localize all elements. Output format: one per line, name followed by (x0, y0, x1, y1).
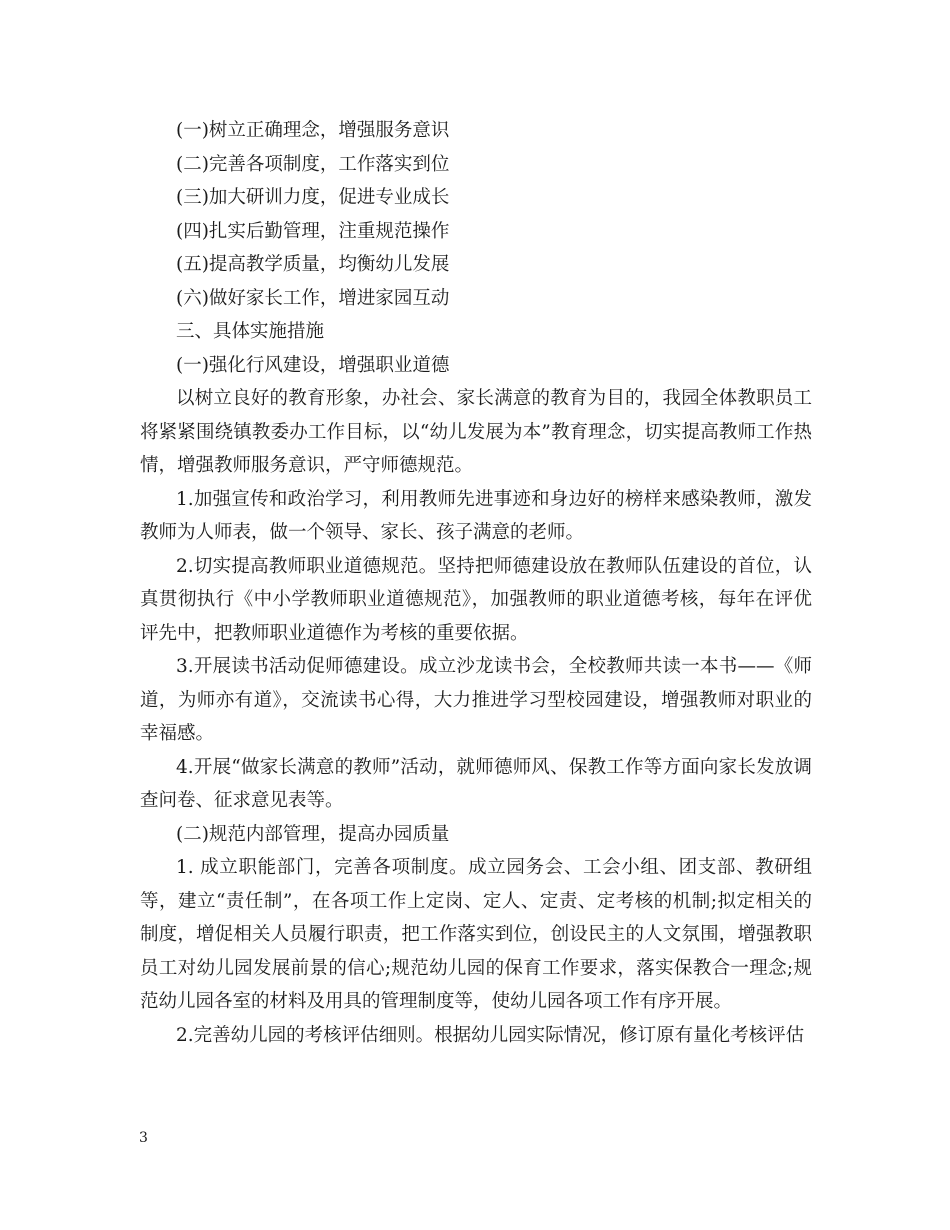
body-paragraph: 2.切实提高教师职业道德规范。坚持把师德建设放在教师队伍建设的首位，认真贯彻执行《中小学教师职业道德规范》，加强教师的职业道德考核，每年在评优评先中，把教师职业道德作为考核的重要依据。 (140, 555, 812, 644)
section-heading: (一)强化行风建设，增强职业道德 (176, 354, 450, 376)
section-heading: (三)加大研训力度，促进专业成长 (176, 187, 450, 208)
section-heading: (一)树立正确理念，增强服务意识 (176, 120, 450, 141)
body-paragraph: 以树立良好的教育形象，办社会、家长满意的教育为目的，我园全体教职员工将紧紧围绕镇教委办工作目标，以“幼儿发展为本”教育理念，切实提高教师工作热情，增强教师服务意识，严守师德规范。 (140, 388, 812, 476)
body-paragraph: 4.开展“做家长满意的教师”活动，就师德师风、保教工作等方面向家长发放调查问卷、征求意见表等。 (140, 756, 812, 811)
page-number: 3 (139, 1130, 148, 1146)
body-paragraph: 3.开展读书活动促师德建设。成立沙龙读书会，全校教师共读一本书——《师道，为师亦有道》，交流读书心得，大力推进学习型校园建设，增强教师对职业的幸福感。 (140, 656, 812, 744)
section-heading: (六)做好家长工作，增进家园互动 (176, 287, 450, 309)
section-heading: (五)提高教学质量，均衡幼儿发展 (176, 254, 450, 275)
document-body (140, 114, 812, 1052)
body-paragraph: 1. 成立职能部门，完善各项制度。成立园务会、工会小组、团支部、教研组等，建立“责任制”，在各项工作上定岗、定人、定责、定考核的机制;拟定相关的制度，增促相关人员履行职责，把工作落实到位，创设民主的人文氛围，增强教职员工对幼儿园发展前景的信心;规范幼儿园的保育工作要求，落实保教合一理念;规范幼儿园各室的材料及用具的管理制度等，使幼儿园各项工作有序开展。 (140, 857, 812, 1012)
chapter-heading: 三、具体实施措施 (176, 321, 325, 342)
body-paragraph: 2.完善幼儿园的考核评估细则。根据幼儿园实际情况，修订原有量化考核评估 (176, 1024, 805, 1046)
section-heading: (四)扎实后勤管理，注重规范操作 (176, 220, 450, 242)
section-heading: (二)规范内部管理，提高办园质量 (176, 823, 450, 845)
body-paragraph: 1.加强宣传和政治学习，利用教师先进事迹和身边好的榜样来感染教师，激发教师为人师表，做一个领导、家长、孩子满意的老师。 (140, 488, 812, 543)
section-heading: (二)完善各项制度，工作落实到位 (176, 153, 450, 175)
